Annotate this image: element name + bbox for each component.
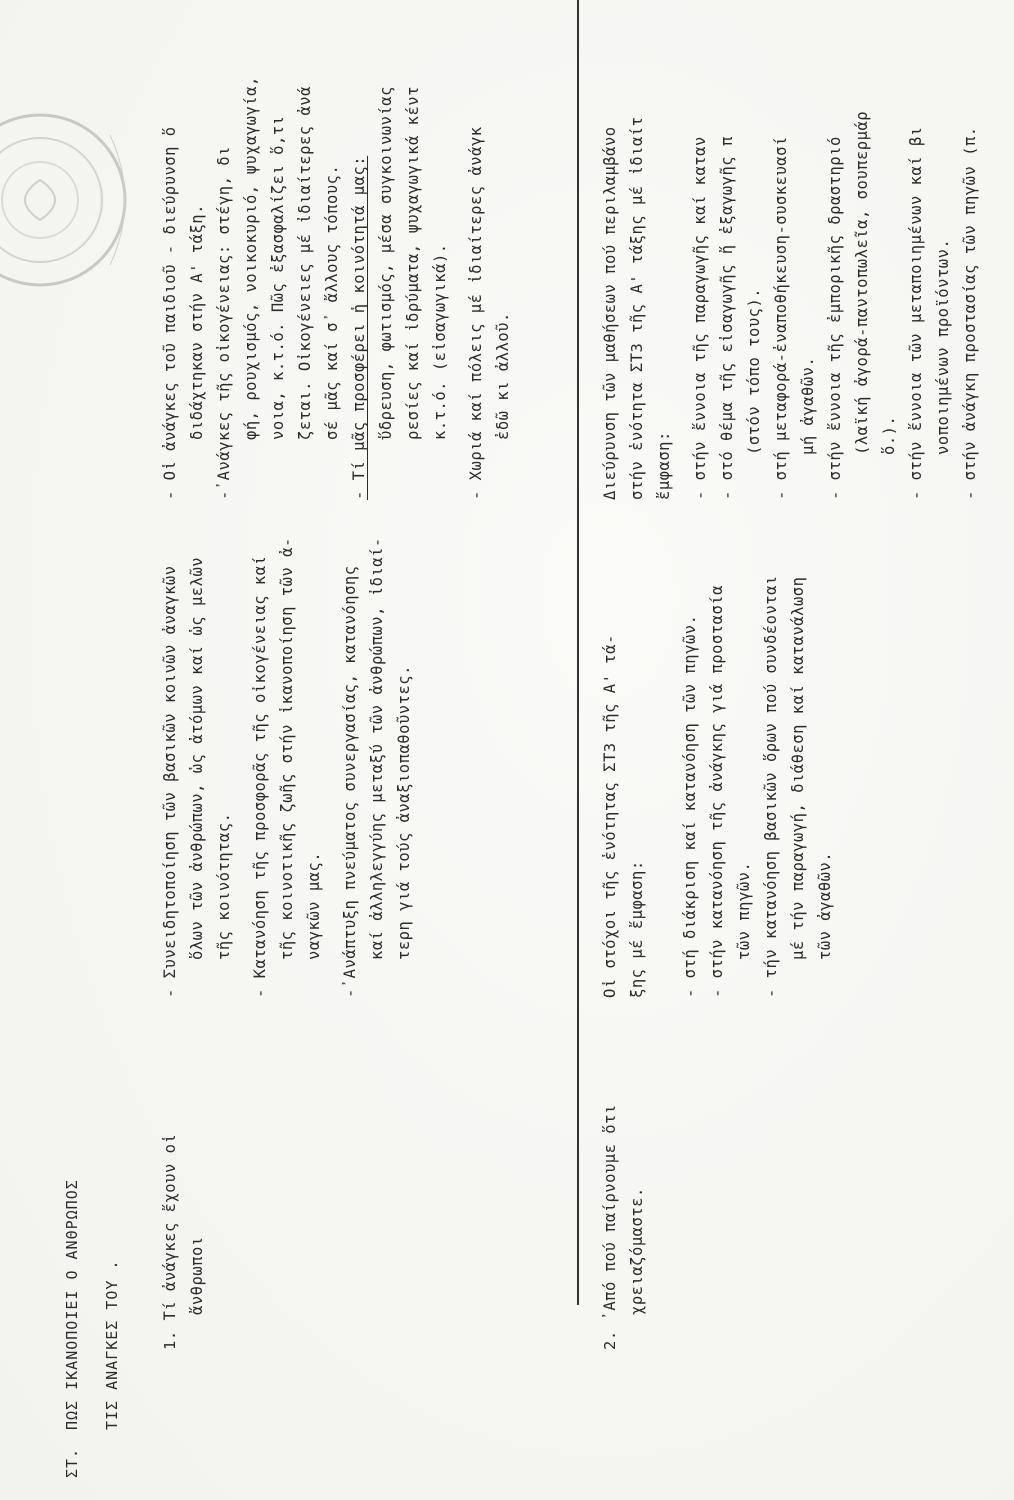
row1-objective-line: τῆς κοινοτικῆς ζωῆς στήν ἱκανοποίηση τῶν ἀ- <box>278 537 296 960</box>
row1-content-line: - Τί μᾶς προσφέρει ἡ κοινότητά μας: <box>350 155 368 500</box>
row1-content-line: διδάχτηκαν στήν Α' τάξη. <box>188 204 206 440</box>
row2-question-2: χρειαζόμαστε. <box>628 1187 646 1315</box>
section-title-2: ΤΙΣ ΑΝΑΓΚΕΣ ΤΟΥ . <box>103 1259 121 1430</box>
row2-objective-line: ξης μέ ἔμφαση: <box>628 860 646 998</box>
section-title-1: ΠΩΣ ΙΚΑΝΟΠΟΙΕΙ Ο ΑΝΘΡΩΠΟΣ <box>63 1179 81 1430</box>
row2-objective-line: τῶν πηγῶν. <box>735 861 753 960</box>
row1-content-line: φή, ρουχισμός, νοικοκυριό, ψυχαγωγία, <box>242 76 260 440</box>
row2-objective-line: - τήν κατανόηση βασικῶν ὅρων πού συνδέονται <box>762 575 780 998</box>
row2-content-line: - στήν ἔννοια τῆς παραγωγῆς καί καταν <box>691 136 709 500</box>
row1-objective-line: ὅλων τῶν ἀνθρώπων, ὡς ἀτόμων καί ὡς μελῶν <box>188 556 206 960</box>
official-seal <box>0 85 150 315</box>
section-label: ΣΤ. <box>63 1447 81 1478</box>
row1-objective-line: τῆς κοινότητας. <box>215 812 233 960</box>
row1-question-1: 1. Τί ἀνάγκες ἔχουν οἱ <box>161 1133 179 1350</box>
row2-objective-line: - στήν κατανόηση τῆς ἀνάγκης γιά προστασία <box>708 585 726 998</box>
row1-content-line: νοια, κ.τ.ό. Πῶς ἐξασφαλίζει ὅ,τι <box>269 115 287 440</box>
row2-content-line: - στό θέμα τῆς εἰσαγωγῆς ἤ ἐξαγωγῆς π <box>718 136 736 500</box>
row1-content-line: -᾽Ανάγκες τῆς οἰκογένειας: στέγη, δι <box>215 146 233 500</box>
row2-content-line: - στήν ἔννοια τῶν μεταποιημένων καί βι <box>907 126 925 500</box>
row2-content-line: - στήν ἀνάγκη προστασίας τῶν πηγῶν (π. <box>961 126 979 500</box>
row1-objective-line: καί ἀλληλεγγύης μεταξύ τῶν ἀνθρώπων, ἰδιαί- <box>368 537 386 960</box>
row1-content-line: σέ μᾶς καί σ᾽ ἄλλους τόπους. <box>323 164 341 440</box>
row2-question-1: 2. ᾽Από πού παίρνουμε ὅτι <box>601 1104 619 1350</box>
row1-objective-line: -᾽Ανάπτυξη πνεύματος συνεργασίας, κατανόησης <box>341 565 359 998</box>
row1-content-line: ἐδῶ κι ἀλλοῦ. <box>494 312 512 440</box>
row1-objective-line: - Συνειδητοποίηση τῶν βασικῶν κοινῶν ἀναγκῶν <box>161 565 179 998</box>
row2-objective-line: - στή διάκριση καί κατανόηση τῶν πηγῶν. <box>681 614 699 998</box>
row2-content-line: μή ἀγαθῶν. <box>799 356 817 455</box>
row2-content-line: - στήν ἔννοια τῆς ἐμπορικῆς δραστηριό <box>826 136 844 500</box>
row2-objective-line: τῶν ἀγαθῶν. <box>816 851 834 960</box>
row2-content-line: νοποιημένων προϊόντων. <box>934 238 952 455</box>
row1-objective-line: τερη γιά τούς ἀναξιοπαθοῦντες. <box>395 665 413 960</box>
row1-content-line: ζεται. Οἰκογένειες μέ ἰδιαίτερες ἀνά <box>296 86 314 440</box>
row1-content-line: ρεσίες καί ἱδρύματα, ψυχαγωγικά κέντ <box>404 86 422 440</box>
row1-content-line: ὕδρευση, φωτισμός, μέσα συγκοινωνίας <box>377 86 395 440</box>
row2-objective-line: Οἱ στόχοι τῆς ἑνότητας ΣΤ3 τῆς Α' τά- <box>601 634 619 998</box>
row2-content-line: (λαϊκή ἀγορά-παντοπωλεῖα, σουπερμάρ <box>853 110 871 455</box>
row-divider <box>577 0 579 1305</box>
row1-objective-line: - Κατανόηση τῆς προσφορᾶς τῆς οἰκογένειας καί <box>251 555 269 998</box>
row1-question-2: ἄνθρωποι <box>188 1236 206 1315</box>
row2-content-line: ὅ.). <box>880 415 898 455</box>
row1-content-line: - Χωριά καί πόλεις μέ ἰδιαίτερες ἀνάγκ <box>467 126 485 500</box>
row2-content-line: Διεύρυνση τῶν μαθήσεων πού περιλαμβάνο <box>601 126 619 500</box>
row2-objective-line: μέ τήν παραγωγή, διάθεση καί κατανάλωση <box>789 576 807 960</box>
row1-content-line: κ.τ.ό. (εἰσαγωγικά). <box>431 243 449 440</box>
row2-content-line: ἔμφαση: <box>655 431 673 500</box>
row1-content-line: - Οἱ ἀνάγκες τοῦ παιδιοῦ - διεύρυνση ὅ <box>161 126 179 500</box>
row1-objective-line: ναγκῶν μας. <box>305 851 323 960</box>
row2-content-line: στήν ἑνότητα ΣΤ3 τῆς Α' τάξης μέ ἰδιαίτ <box>628 116 646 500</box>
row2-content-line: (στόν τόπο τους). <box>745 287 763 455</box>
row2-content-line: - στή μεταφορά-ἐναποθήκευση-συσκευασί <box>772 136 790 500</box>
